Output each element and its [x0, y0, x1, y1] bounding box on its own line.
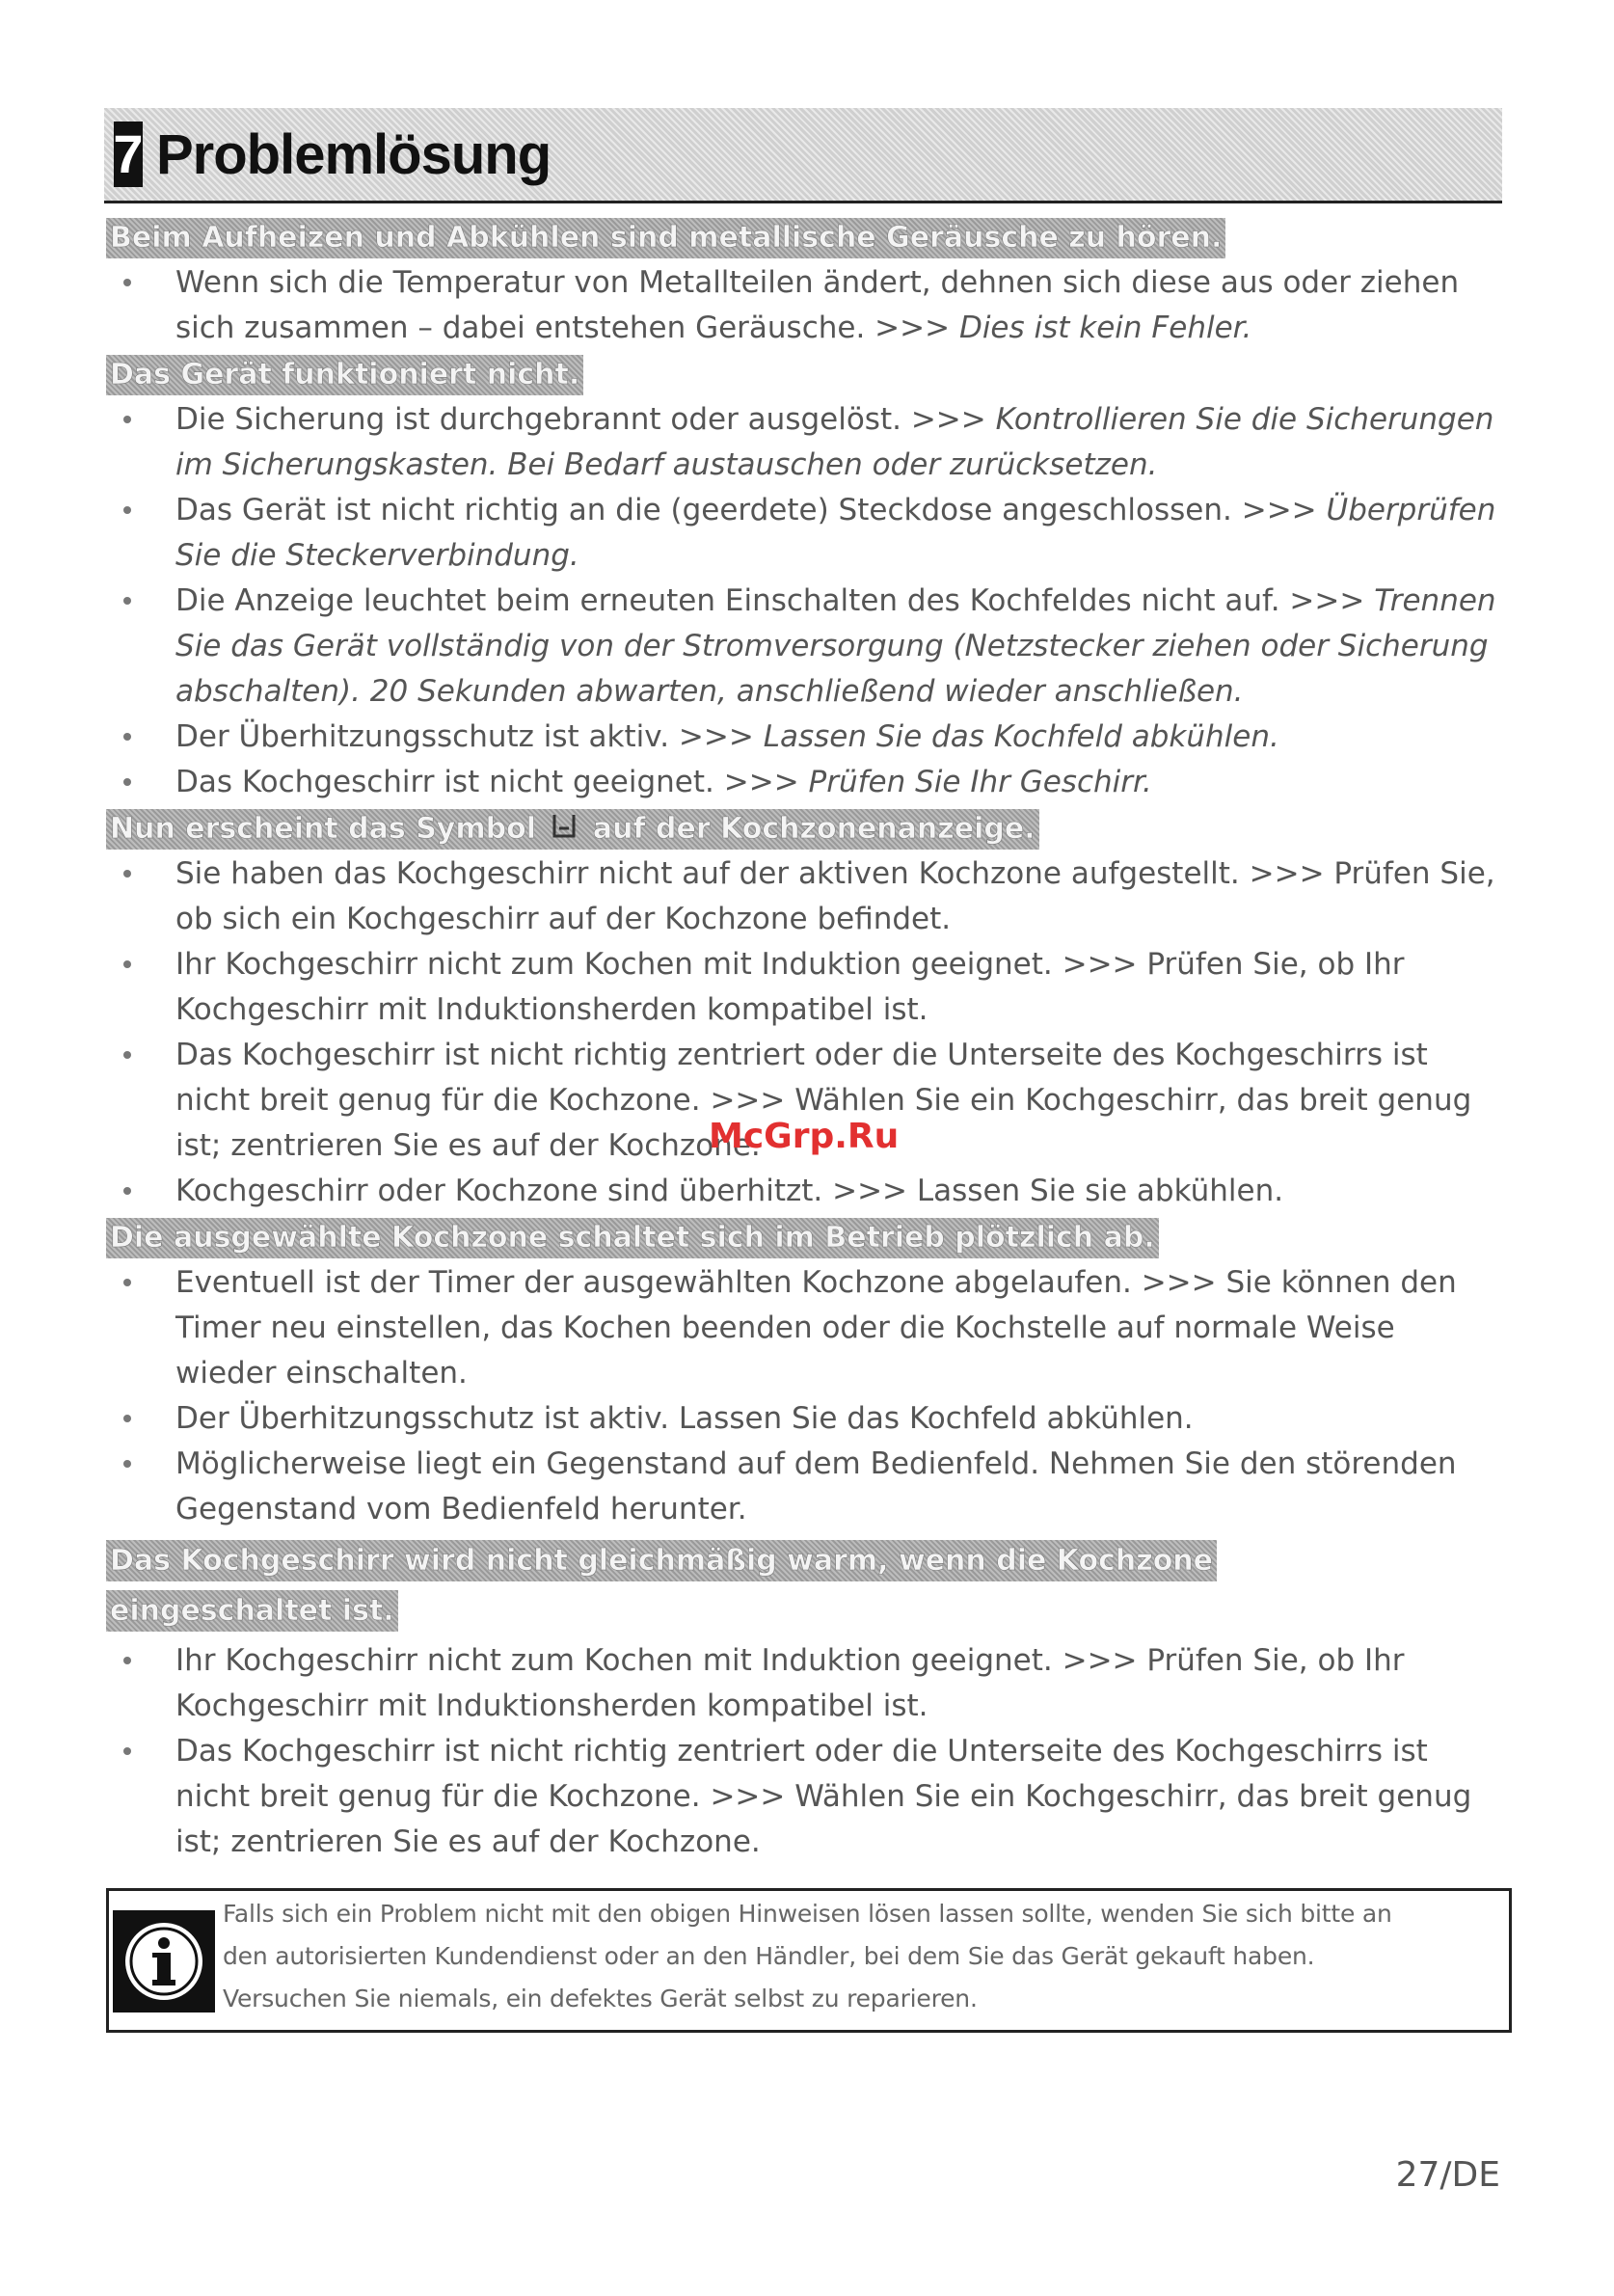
list-item: Die Anzeige leuchtet beim erneuten Einschalten des Kochfeldes nicht auf. >>> Trennen Sie das Gerät vollständig von der Stromversorgung (Netzstecker ziehen oder Sicherung abschalten). 20 Sekunden abwarten, anschließend wieder anschließen. [106, 579, 1504, 715]
list-item: Ihr Kochgeschirr nicht zum Kochen mit Induktion geeignet. >>> Prüfen Sie, ob Ihr Kochgeschirr mit Induktionsherden kompatibel ist. [106, 1638, 1504, 1729]
list-item: Der Überhitzungsschutz ist aktiv. >>> Lassen Sie das Kochfeld abkühlen. [106, 715, 1504, 760]
list-item: Eventuell ist der Timer der ausgewählten Kochzone abgelaufen. >>> Sie können den Timer neu einstellen, das Kochen beenden oder die Kochstelle auf normale Weise wieder einschalten. [106, 1260, 1504, 1396]
chapter-number: 7 [114, 122, 143, 187]
troubleshooting-content [106, 214, 1494, 1865]
section-list-noises [106, 260, 1494, 351]
list-item: Möglicherweise liegt ein Gegenstand auf dem Bedienfeld. Nehmen Sie den störenden Gegenstand vom Bedienfeld herunter. [106, 1442, 1504, 1532]
info-circle-icon [122, 1920, 205, 2003]
section-heading-noises: Beim Aufheizen und Abkühlen sind metallische Geräusche zu hören. [106, 218, 1225, 258]
list-item: Das Kochgeschirr ist nicht geeignet. >>> Prüfen Sie Ihr Geschirr. [106, 760, 1504, 805]
page-number: 27/DE [1395, 2155, 1500, 2195]
section-list-not-working [106, 397, 1494, 805]
info-icon [113, 1910, 215, 2012]
list-item: Kochgeschirr oder Kochzone sind überhitzt. >>> Lassen Sie sie abkühlen. [106, 1169, 1504, 1214]
section-list-switches-off [106, 1260, 1494, 1532]
section-heading-symbol: Nun erscheint das Symbol auf der Kochzonenanzeige. [106, 809, 1039, 850]
list-item: Die Sicherung ist durchgebrannt oder ausgelöst. >>> Kontrollieren Sie die Sicherungen im Sicherungskasten. Bei Bedarf austauschen oder zurücksetzen. [106, 397, 1504, 488]
list-item: Sie haben das Kochgeschirr nicht auf der aktiven Kochzone aufgestellt. >>> Prüfen Sie, ob sich ein Kochgeschirr auf der Kochzone befindet. [106, 851, 1504, 942]
chapter-title: Problemlösung [156, 122, 551, 186]
section-heading-switches-off: Die ausgewählte Kochzone schaltet sich im Betrieb plötzlich ab. [106, 1218, 1159, 1258]
info-line: den autorisierten Kundendienst oder an den Händler, bei dem Sie das Gerät gekauft haben. [223, 1942, 1315, 1970]
watermark: McGrp.Ru [709, 1117, 900, 1156]
info-box [106, 1888, 1512, 2033]
info-line: Versuchen Sie niemals, ein defektes Gerät selbst zu reparieren. [223, 1985, 978, 2012]
chapter-header [104, 108, 1502, 203]
section-heading-not-working: Das Gerät funktioniert nicht. [106, 355, 583, 395]
list-item: Ihr Kochgeschirr nicht zum Kochen mit Induktion geeignet. >>> Prüfen Sie, ob Ihr Kochgeschirr mit Induktionsherden kompatibel ist. [106, 942, 1504, 1033]
section-heading-uneven-heat: Das Kochgeschirr wird nicht gleichmäßig warm, wenn die Kochzone eingeschaltet ist. [106, 1536, 1323, 1636]
list-item: Wenn sich die Temperatur von Metallteilen ändert, dehnen sich diese aus oder ziehen sich zusammen – dabei entstehen Geräusche. >>> Dies ist kein Fehler. [106, 260, 1504, 351]
info-text [223, 1891, 1392, 2020]
list-item: Das Kochgeschirr ist nicht richtig zentriert oder die Unterseite des Kochgeschirrs ist nicht breit genug für die Kochzone. >>> Wählen Sie ein Kochgeschirr, das breit genug ist; zentrieren Sie es auf der Kochzone. [106, 1033, 1504, 1169]
list-item: Das Kochgeschirr ist nicht richtig zentriert oder die Unterseite des Kochgeschirrs ist nicht breit genug für die Kochzone. >>> Wählen Sie ein Kochgeschirr, das breit genug ist; zentrieren Sie es auf der Kochzone. [106, 1729, 1504, 1865]
info-line: Falls sich ein Problem nicht mit den obigen Hinweisen lösen lassen sollte, wenden Sie sich bitte an [223, 1900, 1392, 1928]
section-list-uneven-heat [106, 1638, 1494, 1865]
pot-missing-icon [551, 813, 577, 842]
list-item: Der Überhitzungsschutz ist aktiv. Lassen Sie das Kochfeld abkühlen. [106, 1396, 1504, 1442]
section-list-symbol [106, 851, 1494, 1214]
list-item: Das Gerät ist nicht richtig an die (geerdete) Steckdose angeschlossen. >>> Überprüfen Sie die Steckerverbindung. [106, 488, 1504, 579]
